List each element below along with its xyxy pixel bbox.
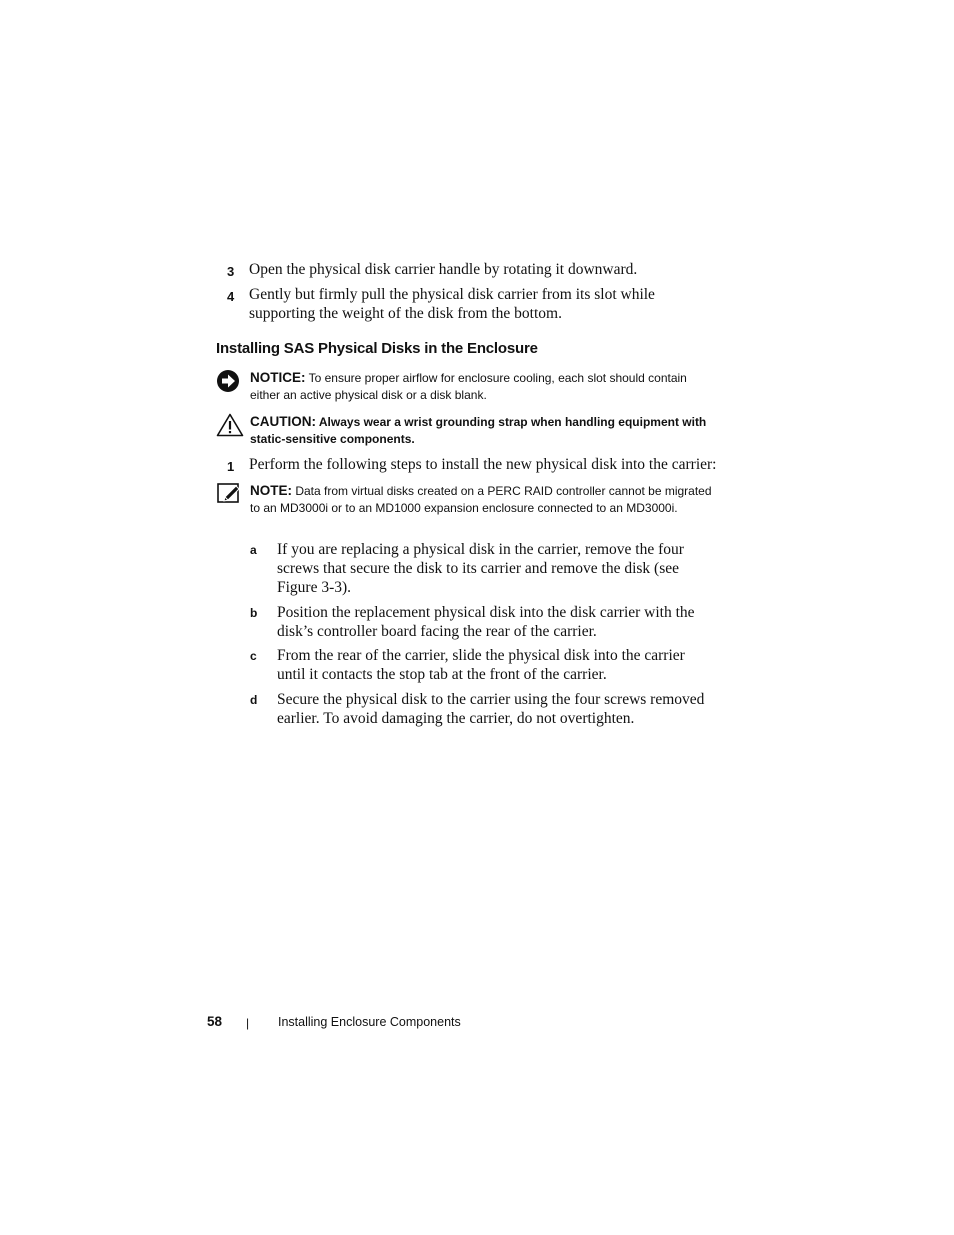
caution-body: [250, 413, 720, 448]
page-number: 58: [207, 1014, 223, 1029]
footer-separator: |: [246, 1016, 250, 1030]
step-number: 1: [227, 459, 235, 474]
notice-arrow-icon: [216, 369, 244, 395]
step-text: Perform the following steps to install the new physical disk into the carrier:: [249, 456, 717, 473]
chapter-title: Installing Enclosure Components: [278, 1015, 461, 1029]
step-text: Gently but firmly pull the physical disk carrier from its slot while supporting the weight of the disk from the bottom.: [249, 286, 655, 322]
caution-label: CAUTION:: [250, 414, 316, 429]
note-pencil-icon: [216, 482, 244, 508]
caution-warning-icon: [216, 413, 244, 439]
notice-label: NOTICE:: [250, 370, 306, 385]
step-text: Open the physical disk carrier handle by rotating it downward.: [249, 261, 638, 278]
step-number: 4: [227, 289, 235, 304]
caution-text: Always wear a wrist grounding strap when handling equipment with static-sensitive components.: [250, 415, 707, 446]
substep-letter: a: [250, 543, 257, 557]
notice-body: [250, 369, 720, 404]
substep-text: If you are replacing a physical disk in the carrier, remove the four screws that secure the disk to its carrier and remove the disk (see Figure 3-3).: [277, 541, 684, 596]
substep-letter: d: [250, 693, 258, 707]
step-number: 3: [227, 264, 235, 279]
substep-text: From the rear of the carrier, slide the physical disk into the carrier until it contacts the stop tab at the front of the carrier.: [277, 647, 685, 683]
section-heading: Installing SAS Physical Disks in the Enclosure: [216, 340, 538, 357]
note-text: Data from virtual disks created on a PERC RAID controller cannot be migrated to an MD3000i or to an MD1000 expansion enclosure connected to an MD3000i.: [250, 484, 712, 515]
substep-text: Secure the physical disk to the carrier using the four screws removed earlier. To avoid damaging the carrier, do not overtighten.: [277, 691, 705, 727]
substep-letter: c: [250, 649, 257, 663]
note-body: [250, 482, 720, 517]
substep-letter: b: [250, 606, 258, 620]
notice-text: To ensure proper airflow for enclosure cooling, each slot should contain either an active physical disk or a disk blank.: [250, 371, 687, 402]
note-label: NOTE:: [250, 483, 292, 498]
substep-text: Position the replacement physical disk into the disk carrier with the disk’s controller board facing the rear of the carrier.: [277, 604, 695, 640]
